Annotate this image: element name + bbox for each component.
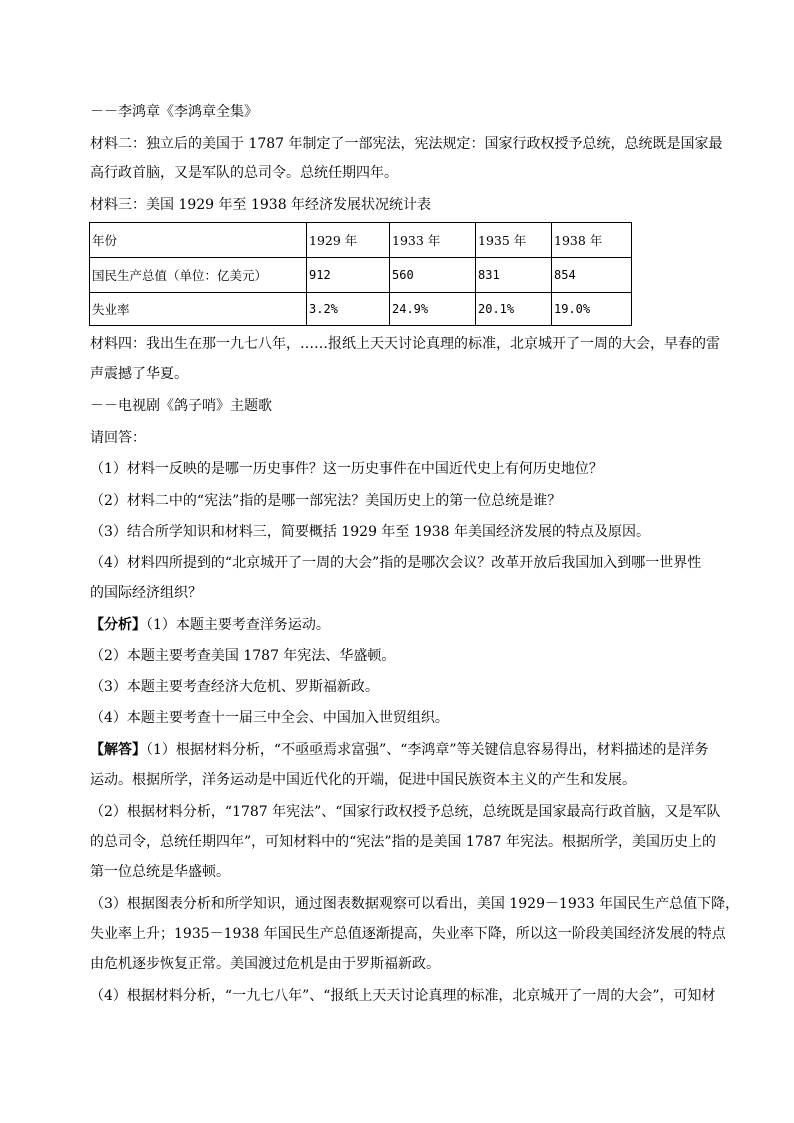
answer-3-line-1: （3）根据图表分析和所学知识，通过图表数据观察可以看出，美国 1929－1933 年国民生产总值下降， <box>90 896 740 912</box>
answer-2-line-3: 第一位总统是华盛顿。 <box>90 864 230 880</box>
table-cell-gnp-1938: 854 <box>552 258 632 293</box>
table-cell-gnp-1935: 831 <box>476 258 552 293</box>
answer-line-1 <box>90 740 730 760</box>
analysis-2: （2）本题主要考查美国 1787 年宪法、华盛顿。 <box>90 648 396 664</box>
answer-3-line-3: 由危机逐步恢复正常。美国渡过危机是由于罗斯福新政。 <box>90 956 440 972</box>
table-cell-gnp-1933: 560 <box>390 258 476 293</box>
table-cell-gnp-1929: 912 <box>307 258 390 293</box>
question-2: （2）材料二中的“宪法”指的是哪一部宪法？美国历史上的第一位总统是谁？ <box>90 493 562 509</box>
answer-tag: 【解答】 <box>90 742 146 758</box>
analysis-3: （3）本题主要考查经济大危机、罗斯福新政。 <box>90 679 379 695</box>
answer-1-line-1: （1）根据材料分析，“不亟亟焉求富强”、“李鸿章”等关键信息容易得出，材料描述的是洋务 <box>146 742 709 758</box>
question-4-line-1: （4）材料四所提到的“北京城开了一周的大会”指的是哪次会议？改革开放后我国加入到哪一世界性 <box>90 555 702 571</box>
table-header-year: 年份 <box>90 223 307 258</box>
table-cell-gnp-label: 国民生产总值（单位：亿美元） <box>90 258 307 293</box>
answer-2-line-2: 的总司令，总统任期四年”，可知材料中的“宪法”指的是美国 1787 年宪法。根据所学，美国历史上的 <box>90 834 716 850</box>
analysis-4: （4）本题主要考查十一届三中全会、中国加入世贸组织。 <box>90 710 449 726</box>
source-citation-tv-song: －－电视剧《鸽子哨》主题歌 <box>90 398 272 414</box>
table-header-1933: 1933 年 <box>390 223 476 258</box>
table-header-1935: 1935 年 <box>476 223 552 258</box>
source-citation-li-hongzhang: －－李鸿章《李鸿章全集》 <box>90 104 258 120</box>
answer-3-line-2: 失业率上升；1935－1938 年国民生产总值逐渐提高，失业率下降，所以这一阶段美国经济发展的特点 <box>90 926 726 942</box>
question-4-line-2: 的国际经济组织？ <box>90 585 202 601</box>
table-cell-unemployment-1933: 24.9% <box>390 293 476 326</box>
question-1: （1）材料一反映的是哪一历史事件？这一历史事件在中国近代史上有何历史地位？ <box>90 461 603 477</box>
analysis-line-1 <box>90 615 730 635</box>
material-four-line-1: 材料四：我出生在那一九七八年，……报纸上天天讨论真理的标准，北京城开了一周的大会，早春的雷 <box>90 336 720 352</box>
table-row <box>90 293 632 326</box>
material-three-title: 材料三：美国 1929 年至 1938 年经济发展状况统计表 <box>90 197 432 213</box>
table-row <box>90 258 632 293</box>
please-answer-label: 请回答： <box>90 430 146 446</box>
material-four-line-2: 声震撼了华夏。 <box>90 366 188 382</box>
answer-1-line-2: 运动。根据所学，洋务运动是中国近代化的开端，促进中国民族资本主义的产生和发展。 <box>90 772 636 788</box>
analysis-tag: 【分析】 <box>90 617 146 633</box>
table-header-1929: 1929 年 <box>307 223 390 258</box>
analysis-1: （1）本题主要考查洋务运动。 <box>146 617 330 633</box>
material-two-line-2: 高行政首脑，又是军队的总司令。总统任期四年。 <box>90 165 398 181</box>
table-cell-unemployment-1938: 19.0% <box>552 293 632 326</box>
table-cell-unemployment-1935: 20.1% <box>476 293 552 326</box>
answer-4-line-1: （4）根据材料分析，“一九七八年”、“报纸上天天讨论真理的标准，北京城开了一周的大会”，可知材 <box>90 988 716 1004</box>
material-two-line-1: 材料二：独立后的美国于 1787 年制定了一部宪法，宪法规定：国家行政权授予总统，总统既是国家最 <box>90 136 723 152</box>
table-cell-unemployment-1929: 3.2% <box>307 293 390 326</box>
table-row <box>90 223 632 258</box>
economic-statistics-table <box>89 222 632 326</box>
table-cell-unemployment-label: 失业率 <box>90 293 307 326</box>
table-header-1938: 1938 年 <box>552 223 632 258</box>
answer-2-line-1: （2）根据材料分析，“1787 年宪法”、“国家行政权授予总统，总统既是国家最高行政首脑，又是军队 <box>90 804 721 820</box>
question-3: （3）结合所学知识和材料三，简要概括 1929 年至 1938 年美国经济发展的特点及原因。 <box>90 524 650 540</box>
